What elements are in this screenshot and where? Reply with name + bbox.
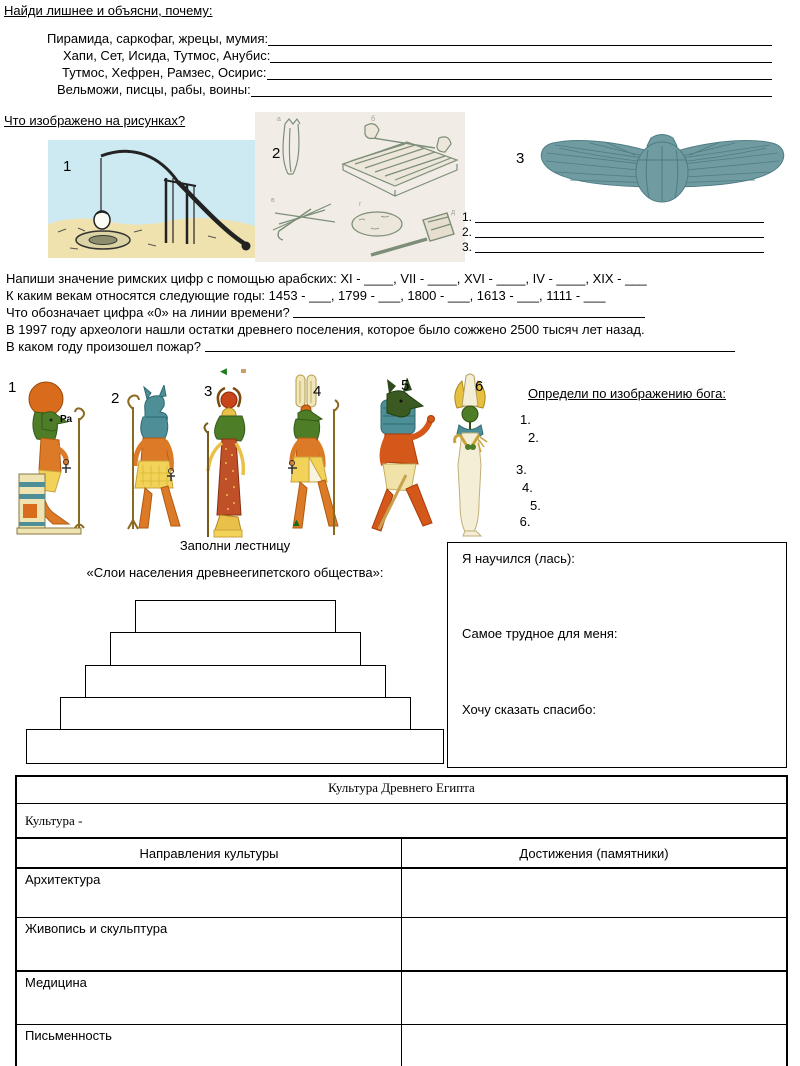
picture-answer-row <box>462 240 764 255</box>
table-row-label: Архитектура <box>16 868 402 918</box>
answer-line[interactable] <box>268 31 772 46</box>
god-answer-row <box>518 545 758 557</box>
pyramid-tier-1[interactable] <box>135 600 336 633</box>
find-odd-label: Хапи, Сет, Исида, Тутмос, Анубис: <box>63 48 271 63</box>
god-answer-row <box>520 412 762 427</box>
god-number-5: 5 <box>401 377 410 394</box>
statement-fire: В 1997 году археологи нашли остатки древнего поселения, которое было сожжено 2500 тысяч лет назад. <box>6 322 645 337</box>
column-header-achievements: Достижения (памятники) <box>402 838 788 868</box>
answer-line[interactable] <box>205 340 735 352</box>
god-isis-image <box>196 387 262 540</box>
answer-line[interactable] <box>475 240 764 253</box>
god-answer-row <box>528 430 539 445</box>
answer-number: 5. <box>530 498 541 513</box>
papyrus-making-image <box>255 112 465 262</box>
question-zero <box>6 304 796 321</box>
papyrus-sublabel-g: г <box>359 201 362 208</box>
picture-answer-row <box>462 225 764 240</box>
god-number-1: 1 <box>8 379 17 396</box>
question-fire-text: В каком году произошел пожар? <box>6 339 201 354</box>
god-amon-image <box>268 373 344 538</box>
answer-line[interactable] <box>251 82 772 97</box>
ladder-subtitle: «Слои населения древнеегипетского общества»: <box>86 565 384 580</box>
table-row-label: Живопись и скульптура <box>16 918 402 972</box>
culture-table-title: Культура Древнего Египта <box>16 776 787 804</box>
papyrus-sublabel-d: д <box>451 209 456 216</box>
green-up-triangle-icon: ▲ <box>291 517 302 529</box>
answer-line[interactable] <box>293 306 645 318</box>
god-osiris-image <box>438 373 502 539</box>
table-cell-empty[interactable] <box>402 1025 788 1066</box>
god-number-4: 4 <box>313 383 322 400</box>
find-odd-row <box>45 48 772 65</box>
papyrus-sublabel-a: а <box>277 116 281 123</box>
reflection-thanks-label: Хочу сказать спасибо: <box>462 702 596 717</box>
gods-task-title: Определи по изображению бога: <box>528 386 726 401</box>
god-number-6: 6 <box>475 378 484 395</box>
find-odd-title: Найди лишнее и объясни, почему: <box>4 3 213 18</box>
shadoof-image <box>48 140 255 258</box>
picture-number-2: 2 <box>272 145 281 162</box>
questions-section <box>6 270 796 355</box>
god-answer-row <box>516 514 768 529</box>
answer-number: 3. <box>462 240 473 254</box>
answer-line[interactable] <box>475 225 764 238</box>
table-row-label: Медицина <box>16 971 402 1025</box>
answer-number: 1. <box>462 210 473 224</box>
answer-number: 1. <box>520 412 531 427</box>
find-odd-row <box>45 31 772 48</box>
god-answer-row <box>516 462 762 477</box>
answer-number: 2. <box>528 430 539 445</box>
reflection-learned-label: Я научился (лась): <box>462 551 575 566</box>
reflection-hardest-label: Самое трудное для меня: <box>462 626 618 641</box>
table-row-label: Письменность <box>16 1025 402 1066</box>
small-square-marker <box>241 369 246 373</box>
god-number-3: 3 <box>204 383 213 400</box>
question-fire <box>6 338 796 355</box>
winged-scarab-image <box>535 128 790 208</box>
god-answer-row <box>522 480 762 495</box>
table-cell-empty[interactable] <box>402 868 788 918</box>
god-number-2: 2 <box>111 390 120 407</box>
culture-row-label: Культура - <box>16 804 787 839</box>
find-odd-label: Тутмос, Хефрен, Рамзес, Осирис: <box>62 65 267 80</box>
find-odd-label: Вельможи, писцы, рабы, воины: <box>57 82 251 97</box>
column-header-directions: Направления культуры <box>16 838 402 868</box>
picture-answer-row <box>462 210 764 225</box>
find-odd-section <box>4 3 784 99</box>
picture-number-1: 1 <box>63 158 72 175</box>
pyramid-tier-3[interactable] <box>85 665 386 698</box>
pyramid-tier-4[interactable] <box>60 697 411 730</box>
answer-line[interactable] <box>475 210 764 223</box>
ra-label: Ра <box>60 414 73 425</box>
find-odd-row <box>45 65 772 82</box>
answer-number: 3. <box>516 462 527 477</box>
picture-answers <box>462 210 764 255</box>
find-odd-row <box>45 82 772 99</box>
reflection-box <box>447 542 787 768</box>
papyrus-sublabel-b: б <box>371 116 376 123</box>
question-zero-text: Что обозначает цифра «0» на линии времени? <box>6 305 290 320</box>
culture-table <box>15 775 788 1066</box>
question-centuries: К каким векам относятся следующие годы: 1453 - ___, 1799 - ___, 1800 - ___, 1613 - ___, 1111 - ___ <box>6 288 606 303</box>
pyramid-tier-5[interactable] <box>26 729 444 764</box>
pyramid-tier-2[interactable] <box>110 632 361 666</box>
find-odd-label: Пирамида, саркофаг, жрецы, мумия: <box>47 31 269 46</box>
answer-line[interactable] <box>270 48 772 63</box>
answer-line[interactable] <box>267 65 772 80</box>
god-answer-row <box>530 498 541 513</box>
question-roman: Напиши значение римских цифр с помощью арабских: XI - ____, VII - ____, XVI - ____, IV - ____, XIX - ___ <box>6 271 647 286</box>
green-left-triangle-icon: ◀ <box>220 366 227 376</box>
picture-number-3: 3 <box>516 150 525 167</box>
ladder-title: Заполни лестницу <box>179 538 291 553</box>
papyrus-sublabel-v: в <box>271 197 275 204</box>
table-cell-empty[interactable] <box>402 918 788 972</box>
god-set-image <box>103 385 193 535</box>
god-ra-image <box>5 378 100 536</box>
culture-table-wrap <box>15 775 788 1066</box>
answer-number: 2. <box>462 225 473 239</box>
god-anubis-image <box>345 378 447 536</box>
society-pyramid <box>0 600 470 764</box>
table-cell-empty[interactable] <box>402 971 788 1025</box>
god-answer-row <box>516 444 744 458</box>
answer-number: 4. <box>522 480 533 495</box>
answer-number: 6. <box>519 514 531 529</box>
pictures-title: Что изображено на рисунках? <box>4 113 186 128</box>
